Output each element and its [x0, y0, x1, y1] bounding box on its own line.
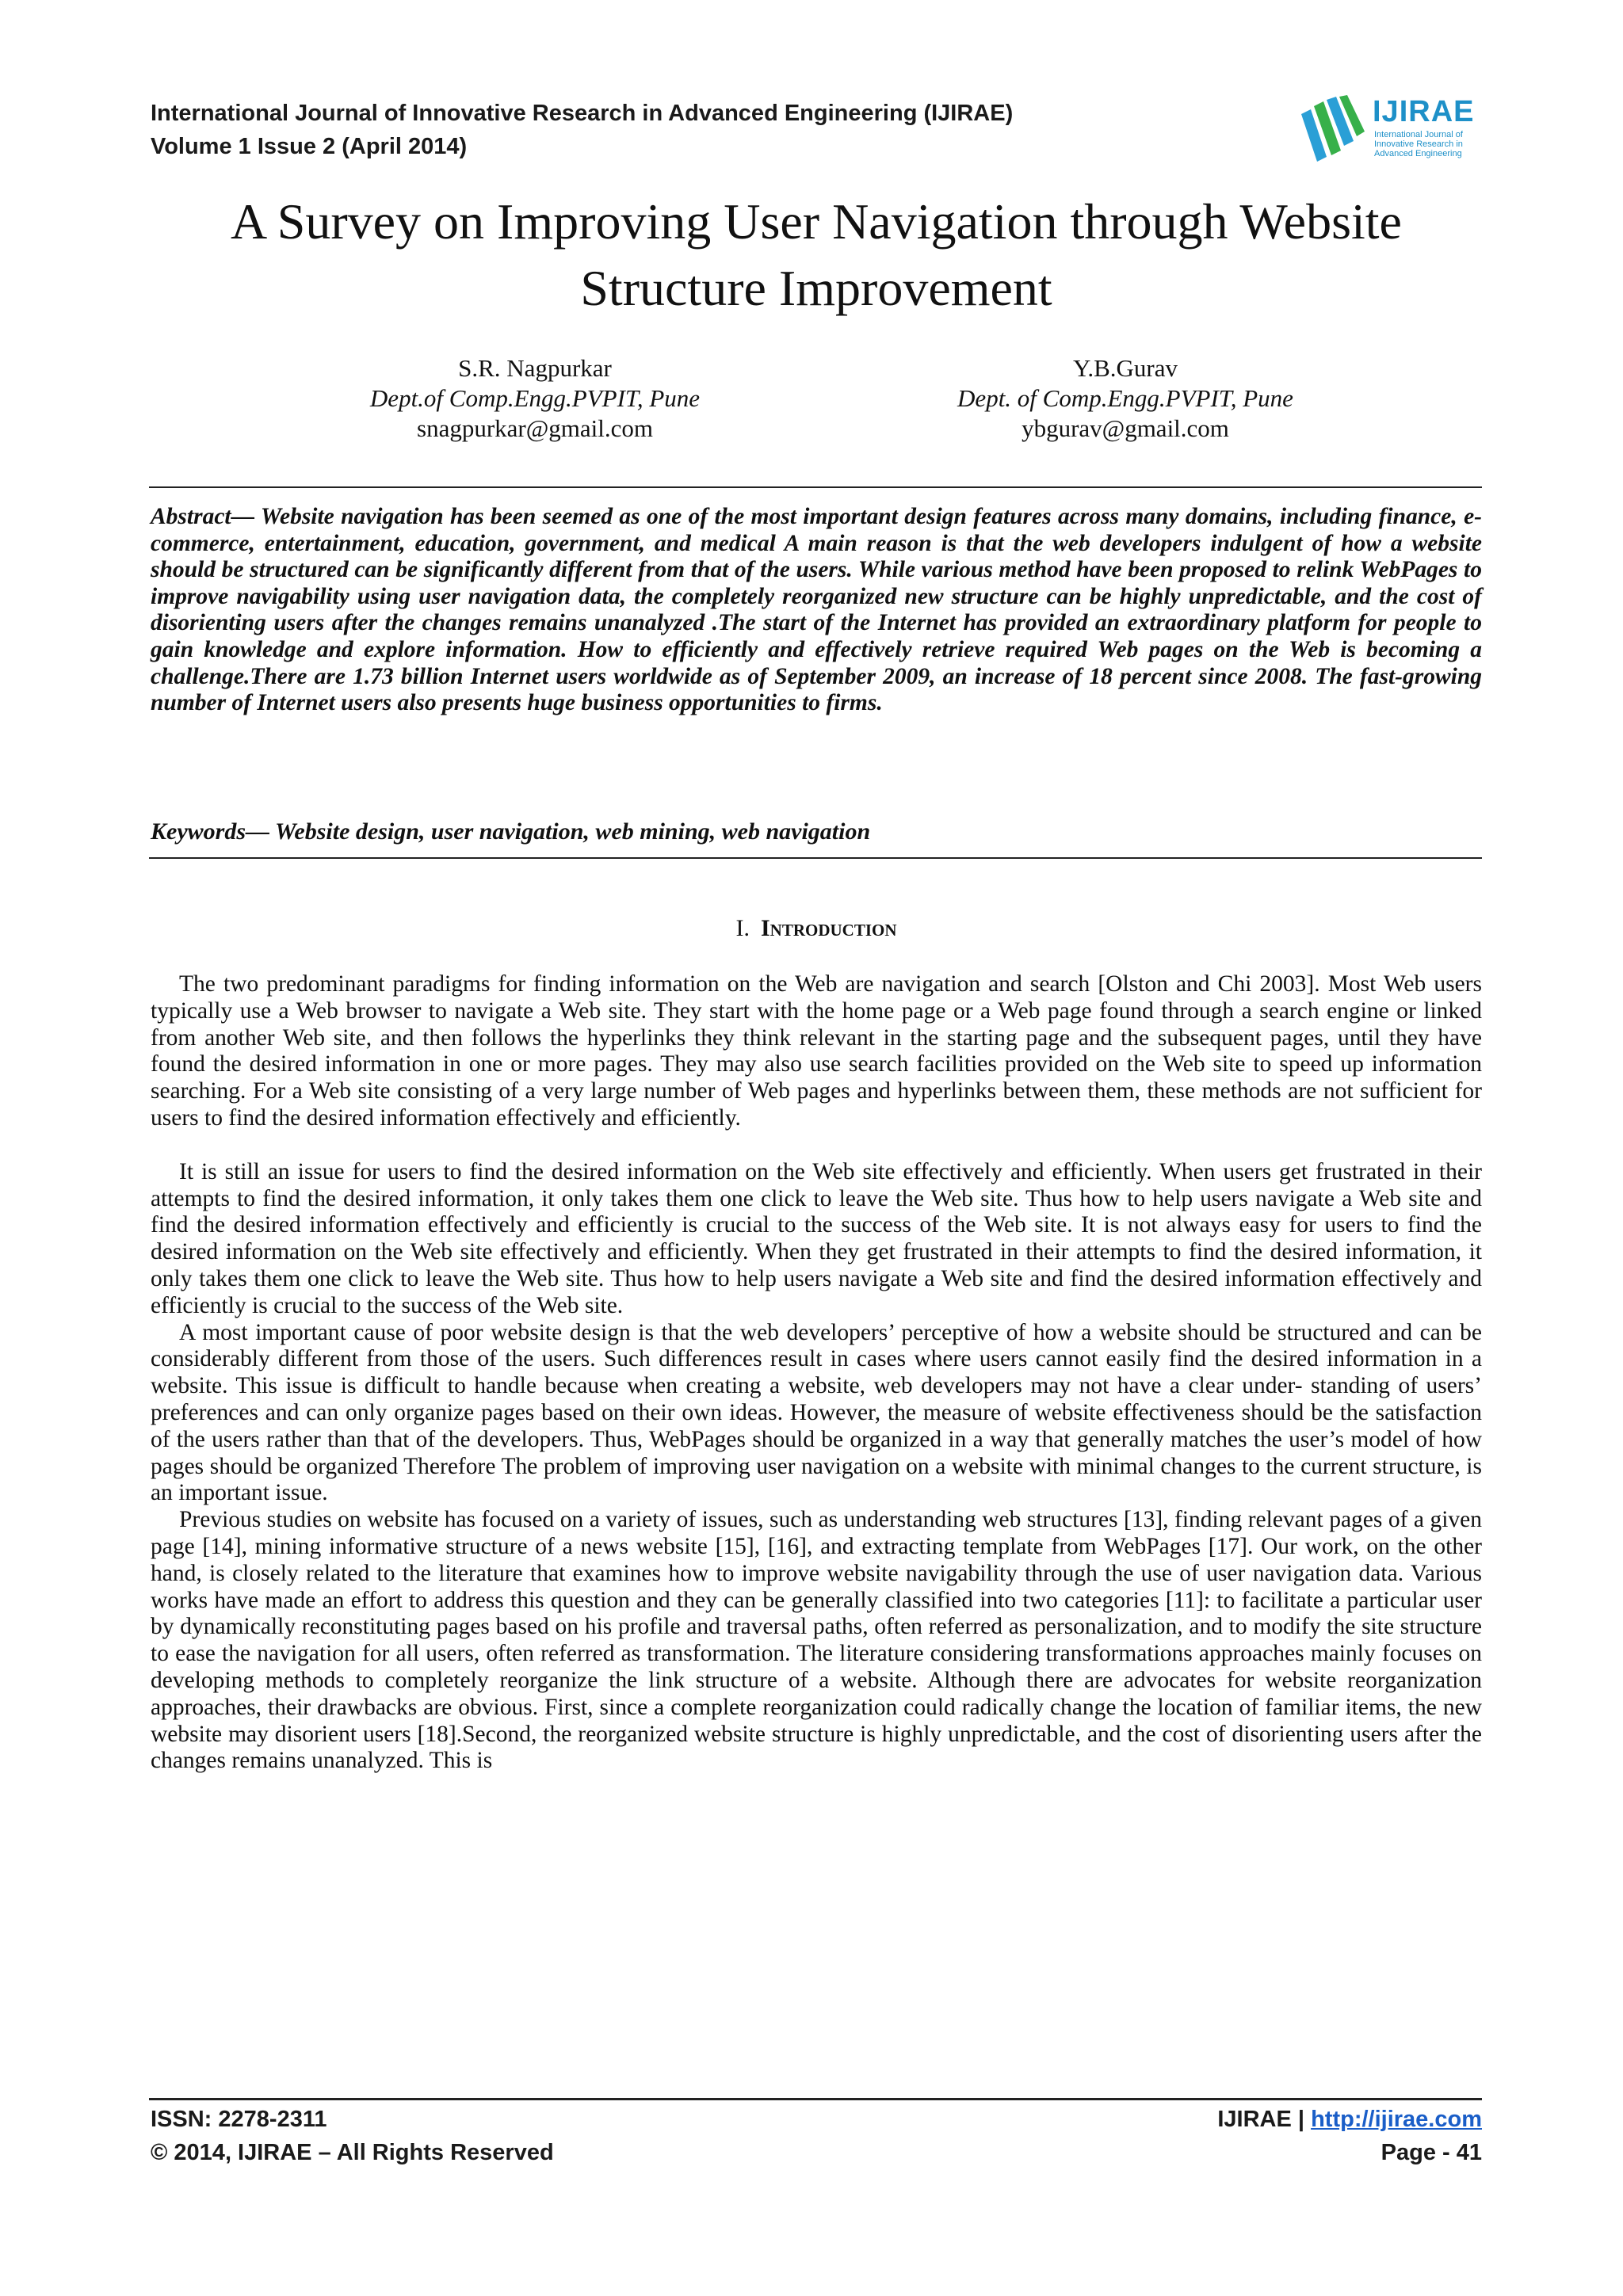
- author-1: [297, 353, 773, 444]
- footer-issn: ISSN: 2278-2311: [151, 2107, 327, 2132]
- author-dept: Dept.of Comp.Engg.PVPIT, Pune: [369, 384, 701, 412]
- divider-top: [149, 486, 1482, 488]
- keywords: Keywords— Website design, user navigation, web mining, web navigation: [151, 818, 871, 845]
- journal-logo: [1300, 95, 1490, 163]
- logo-subtitle: International Journal of Innovative Research in Advanced Engineering: [1374, 130, 1463, 158]
- title-line-1: A Survey on Improving User Navigation through Website: [231, 193, 1402, 250]
- body-text: [151, 971, 1482, 1775]
- logo-name: IJIRAE: [1373, 95, 1475, 128]
- abstract: Abstract— Website navigation has been seemed as one of the most important design features across many domains, including finance, e-commerce, entertainment, education, government, and medical A main reason is that the web developers indulgent of how a website should be structured can be significantly different from that of the users. While various method have been proposed to relink WebPages to improve navigability using user navigation data, the completely reorganized new structure can be highly unpredictable, and the cost of disorienting users after the changes remains unanalyzed .The start of the Internet has provided an extraordinary platform for people to gain knowledge and explore information. How to efficiently and effectively retrieve required Web pages on the Web is becoming a challenge.There are 1.73 billion Internet users worldwide as of September 2009, an increase of 18 percent since 2008. The fast-growing number of Internet users also presents huge business opportunities to firms.: [151, 504, 1482, 716]
- section-heading: [151, 913, 1482, 944]
- title-line-2: Structure Improvement: [580, 260, 1052, 316]
- divider-bottom: [149, 857, 1482, 859]
- footer-left: [151, 2103, 554, 2169]
- author-dept: Dept. of Comp.Engg.PVPIT, Pune: [957, 384, 1293, 412]
- section-title: Introduction: [760, 915, 897, 941]
- footer-divider: [149, 2098, 1482, 2100]
- paragraph: Previous studies on website has focused on a variety of issues, such as understanding web structures [13], finding relevant pages of a given page [14], mining informative structure of a news website [15], [16], and extracting template from WebPages [17]. Our work, on the other hand, is closely related to the literature that examines how to improve website navigability through the use of user navigation data. Various works have made an effort to address this question and they can be generally classified into two categories [11]: to facilitate a particular user by dynamically reconstituting pages based on his profile and traversal paths, often referred as personalization, and to modify the site structure to ease the navigation for all users, often referred as transformation. The literature considering transformations approaches mainly focuses on developing methods to completely reorganize the link structure of a website. Although there are advocates for website reorganization approaches, their drawbacks are obvious. First, since a complete reorganization could radically change the location of familiar items, the new website may disorient users [18].Second, the reorganized website structure is highly unpredictable, and the cost of disorienting users after the changes remains unanalyzed. This is: [151, 1507, 1482, 1774]
- paragraph: It is still an issue for users to find the desired information on the Web site effectively and efficiently. When users get frustrated in their attempts to find the desired information, it only takes them one click to leave the Web site. Thus how to help users navigate a Web site and find the desired information effectively and efficiently is crucial to the success of the Web site. It is not always easy for users to find the desired information on the Web site effectively and efficiently. When they get frustrated in their attempts to find the desired information, it only takes them one click to leave the Web site. Thus how to help users navigate a Web site and find the desired information effectively and efficiently is crucial to the success of the Web site.: [151, 1158, 1482, 1318]
- journal-link[interactable]: http://ijirae.com: [1311, 2107, 1482, 2132]
- journal-volume: Volume 1 Issue 2 (April 2014): [151, 134, 468, 159]
- paragraph: The two predominant paradigms for finding information on the Web are navigation and search [Olston and Chi 2003]. Most Web users typically use a Web browser to navigate a Web site. They start with the home page or a Web page found through a search engine or linked from another Web site, and then follows the hyperlinks they think relevant in the starting page and the subsequent pages, until they have found the desired information in one or more pages. They may also use search facilities provided on the Web site to speed up information searching. For a Web site consisting of a very large number of Web pages and hyperlinks between them, these methods are not sufficient for users to find the desired information effectively and efficiently.: [151, 971, 1482, 1131]
- paper-title: [151, 189, 1482, 322]
- author-email: snagpurkar@gmail.com: [417, 414, 653, 442]
- footer-journal: IJIRAE |: [1217, 2107, 1312, 2132]
- page-number: Page - 41: [1381, 2140, 1482, 2165]
- footer-right: [1217, 2103, 1482, 2169]
- journal-name: International Journal of Innovative Research in Advanced Engineering (IJIRAE): [151, 101, 1014, 126]
- author-email: ybgurav@gmail.com: [1022, 414, 1229, 442]
- footer-copyright: © 2014, IJIRAE – All Rights Reserved: [151, 2140, 554, 2165]
- journal-header: [151, 97, 1181, 163]
- paragraph: A most important cause of poor website design is that the web developers’ perceptive of how a website should be structured and can be considerably different from those of the users. Such differences result in cases where users cannot easily find the desired information in a website. This issue is difficult to handle because when creating a website, web developers may not have a clear under- standing of users’ preferences and can only organize pages based on their own ideas. However, the measure of website effectiveness should be the satisfaction of the users rather than that of the developers. Thus, WebPages should be organized in a way that generally matches the user’s model of how pages should be organized Therefore The problem of improving user navigation on a website with minimal changes to the current structure, is an important issue.: [151, 1319, 1482, 1506]
- logo-mark-icon: [1300, 95, 1371, 163]
- author-name: S.R. Nagpurkar: [458, 354, 612, 382]
- section-number: I.: [735, 915, 750, 941]
- author-name: Y.B.Gurav: [1072, 354, 1178, 382]
- author-2: [888, 353, 1363, 444]
